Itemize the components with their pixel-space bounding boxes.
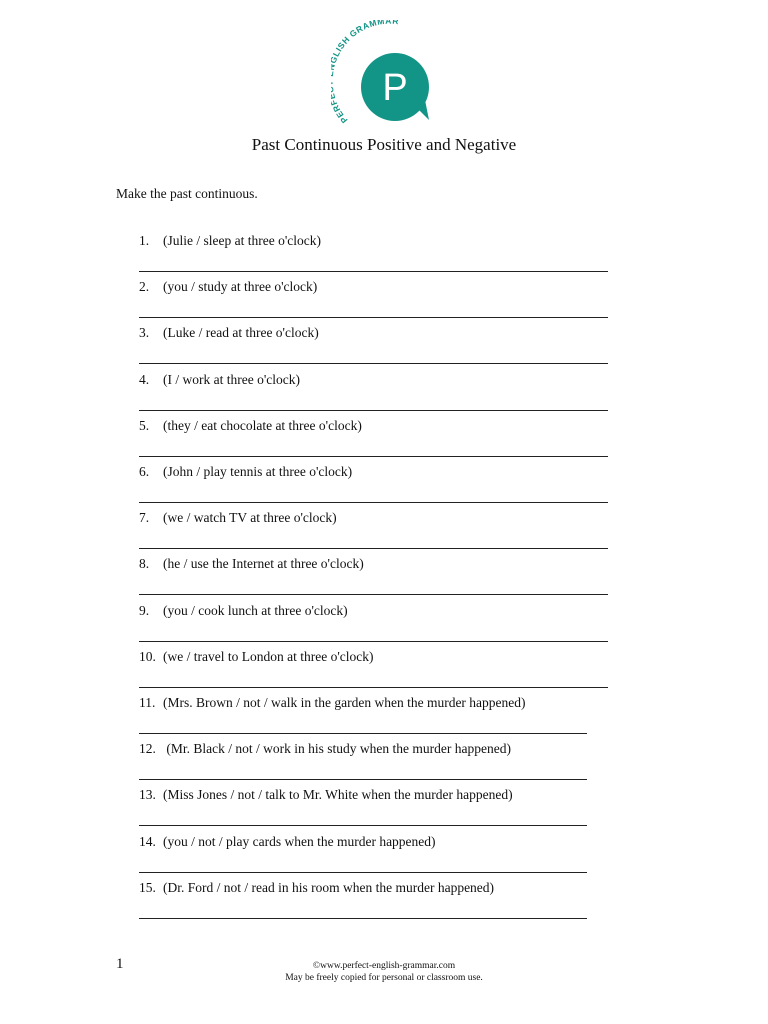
question-prompt: (he / use the Internet at three o'clock) [163, 556, 364, 572]
question-number: 10. [139, 648, 156, 664]
question-prompt: (Miss Jones / not / talk to Mr. White when the murder happened) [163, 787, 513, 803]
answer-line[interactable] [139, 502, 608, 503]
instruction-text: Make the past continuous. [116, 186, 258, 201]
question-number: 2. [139, 279, 150, 295]
answer-line[interactable] [139, 918, 587, 919]
answer-line[interactable] [139, 271, 608, 272]
question-item [139, 279, 317, 295]
question-prompt: (John / play tennis at three o'clock) [163, 464, 353, 479]
question-prompt: (they / eat chocolate at three o'clock) [163, 417, 362, 433]
question-item [139, 649, 373, 665]
logo-letter: P [382, 67, 408, 109]
question-item [139, 834, 436, 850]
footer-note: May be freely copied for personal or classroom use. [285, 973, 483, 983]
question-number: 4. [139, 371, 150, 387]
answer-line[interactable] [139, 317, 608, 318]
question-prompt: (Dr. Ford / not / read in his room when the murder happened) [163, 879, 495, 895]
page-title: Past Continuous Positive and Negative [251, 135, 517, 154]
question-prompt: (Julie / sleep at three o'clock) [163, 233, 321, 248]
answer-line[interactable] [139, 548, 608, 549]
question-item [139, 880, 494, 896]
question-number: 3. [139, 325, 150, 341]
question-number: 5. [139, 417, 150, 433]
question-number: 6. [139, 464, 150, 479]
answer-line[interactable] [139, 825, 587, 826]
question-item [139, 510, 337, 526]
answer-line[interactable] [139, 733, 587, 734]
page-number: 1 [116, 956, 124, 972]
question-item [139, 695, 526, 711]
question-prompt: (we / watch TV at three o'clock) [163, 510, 337, 526]
answer-line[interactable] [139, 872, 587, 873]
answer-line[interactable] [139, 410, 608, 411]
question-number: 7. [139, 510, 150, 526]
question-number: 15. [139, 879, 156, 895]
question-item [139, 741, 511, 757]
question-number: 1. [139, 233, 150, 248]
question-prompt: (you / study at three o'clock) [163, 279, 318, 295]
question-item [139, 787, 513, 803]
question-number: 8. [139, 556, 150, 572]
question-item [139, 603, 348, 619]
footer-website: ©www.perfect-english-grammar.com [312, 961, 456, 971]
question-number: 14. [139, 833, 156, 849]
question-number: 11. [139, 695, 156, 710]
question-prompt: (Mrs. Brown / not / walk in the garden when the murder happened) [163, 695, 526, 710]
footer [0, 960, 768, 984]
question-prompt: (we / travel to London at three o'clock) [163, 648, 374, 664]
question-item [139, 233, 321, 249]
question-item [139, 372, 300, 388]
logo-graphic [331, 20, 441, 130]
question-item [139, 464, 352, 480]
logo-brand-textpath: PER LISH GRAMMAR [331, 20, 400, 126]
question-prompt: (you / cook lunch at three o'clock) [163, 602, 348, 618]
answer-line[interactable] [139, 456, 608, 457]
question-item [139, 325, 319, 341]
question-prompt: (I / work at three o'clock) [163, 371, 300, 387]
answer-line[interactable] [139, 779, 587, 780]
question-item [139, 556, 364, 572]
question-prompt: (Luke / read at three o'clock) [163, 325, 319, 341]
answer-line[interactable] [139, 594, 608, 595]
question-number: 12. [139, 741, 156, 757]
answer-line[interactable] [139, 687, 608, 688]
brand-logo [331, 20, 441, 130]
question-item [139, 418, 362, 434]
answer-line[interactable] [139, 641, 608, 642]
answer-line[interactable] [139, 363, 608, 364]
question-prompt: (Mr. Black / not / work in his study when the murder happened) [163, 741, 511, 757]
question-prompt: (you / not / play cards when the murder happened) [163, 833, 436, 849]
question-number: 9. [139, 602, 150, 618]
question-number: 13. [139, 787, 156, 803]
